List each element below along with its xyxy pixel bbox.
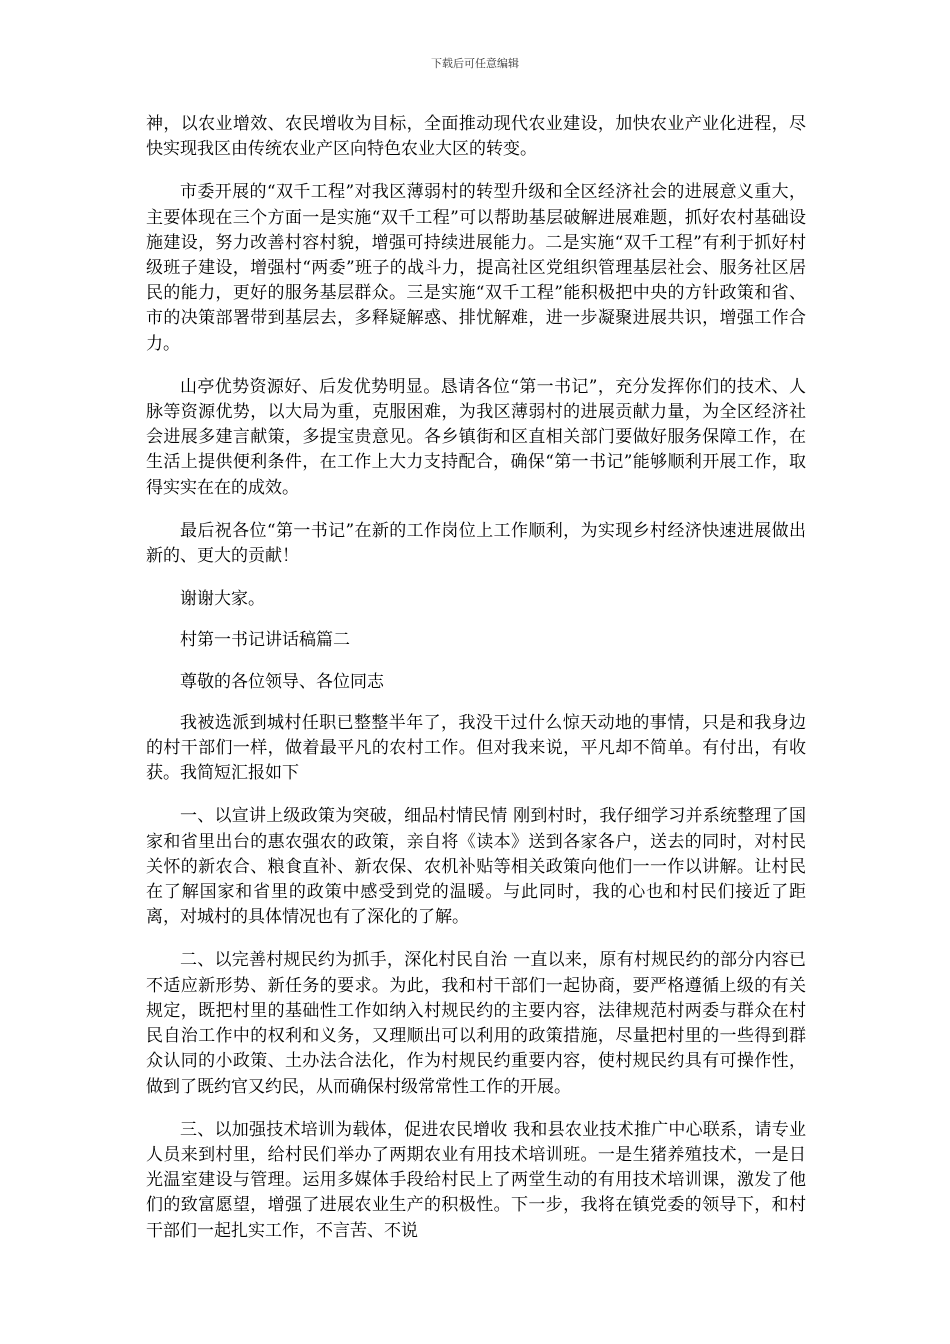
paragraph-shanting-advantages: 山亭优势资源好、后发优势明显。恳请各位“第一书记”，充分发挥你们的技术、人脉等资源优势，以大局为重，克服困难，为我区薄弱村的进展贡献力量，为全区经济社会进展多建言献策，多提宝贵意见。各乡镇街和区直相关部门要做好服务保障工作，在生活上提供便利条件，在工作上大力支持配合，确保“第一书记”能够顺利开展工作，取得实实在在的成效。	[146, 376, 806, 498]
paragraph-introduction: 我被选派到城村任职已整整半年了，我没干过什么惊天动地的事情，只是和我身边的村干部们一样，做着最平凡的农村工作。但对我来说，平凡却不简单。有付出，有收获。我简短汇报如下	[146, 712, 806, 784]
paragraph-point-three: 三、以加强技术培训为载体，促进农民增收 我和县农业技术推广中心联系，请专业人员来到村里，给村民们举办了两期农业有用技术培训班。一是生猪养殖技术，一是日光温室建设与管理。运用多媒体手段给村民上了两堂生动的有用技术培训课，激发了他们的致富愿望，增强了进展农业生产的积极性。下一步，我将在镇党委的领导下，和村干部们一起扎实工作，不言苦、不说	[146, 1119, 806, 1241]
paragraph-thanks: 谢谢大家。	[180, 589, 265, 610]
salutation: 尊敬的各位领导、各位同志	[180, 671, 384, 692]
document-body	[146, 112, 806, 1262]
paragraph-point-one: 一、以宣讲上级政策为突破，细品村情民情 刚到村时，我仔细学习并系统整理了国家和省里出台的惠农强农的政策，亲自将《读本》送到各家各户，送去的同时，对村民关怀的新农合、粮食直补、新农保、农机补贴等相关政策向他们一一作以讲解。让村民在了解国家和省里的政策中感受到党的温暖。与此同时，我的心也和村民们接近了距离，对城村的具体情况也有了深化的了解。	[146, 806, 806, 928]
section-title-part-two: 村第一书记讲话稿篇二	[180, 630, 350, 651]
paragraph-double-thousand-project: 市委开展的“双千工程”对我区薄弱村的转型升级和全区经济社会的进展意义重大，主要体现在三个方面一是实施“双千工程”可以帮助基层破解进展难题，抓好农村基础设施建设，努力改善村容村貌，增强可持续进展能力。二是实施“双千工程”有利于抓好村级班子建设，增强村“两委”班子的战斗力，提高社区党组织管理基层社会、服务社区居民的能力，更好的服务基层群众。三是实施“双千工程”能积极把中央的方针政策和省、市的决策部署带到基层去，多释疑解惑、排忧解难，进一步凝聚进展共识，增强工作合力。	[146, 182, 806, 354]
paragraph-point-two: 二、以完善村规民约为抓手，深化村民自治 一直以来，原有村规民约的部分内容已不适应新形势、新任务的要求。为此，我和村干部们一起协商，要严格遵循上级的有关规定，既把村里的基础性工作如纳入村规民约的主要内容，法律规范村两委与群众在村民自治工作中的权利和义务，又理顺出可以利用的政策措施，尽量把村里的一些得到群众认同的小政策、土办法合法化，作为村规民约重要内容，使村规民约具有可操作性，做到了既约官又约民，从而确保村级常常性工作的开展。	[146, 950, 806, 1097]
paragraph-continuation: 神，以农业增效、农民增收为目标，全面推动现代农业建设，加快农业产业化进程，尽快实现我区由传统农业产区向特色农业大区的转变。	[146, 114, 806, 160]
page-header: 下载后可任意编辑	[431, 57, 519, 70]
paragraph-closing-wishes: 最后祝各位“第一书记”在新的工作岗位上工作顺利，为实现乡村经济快速进展做出新的、更大的贡献！	[146, 520, 806, 567]
